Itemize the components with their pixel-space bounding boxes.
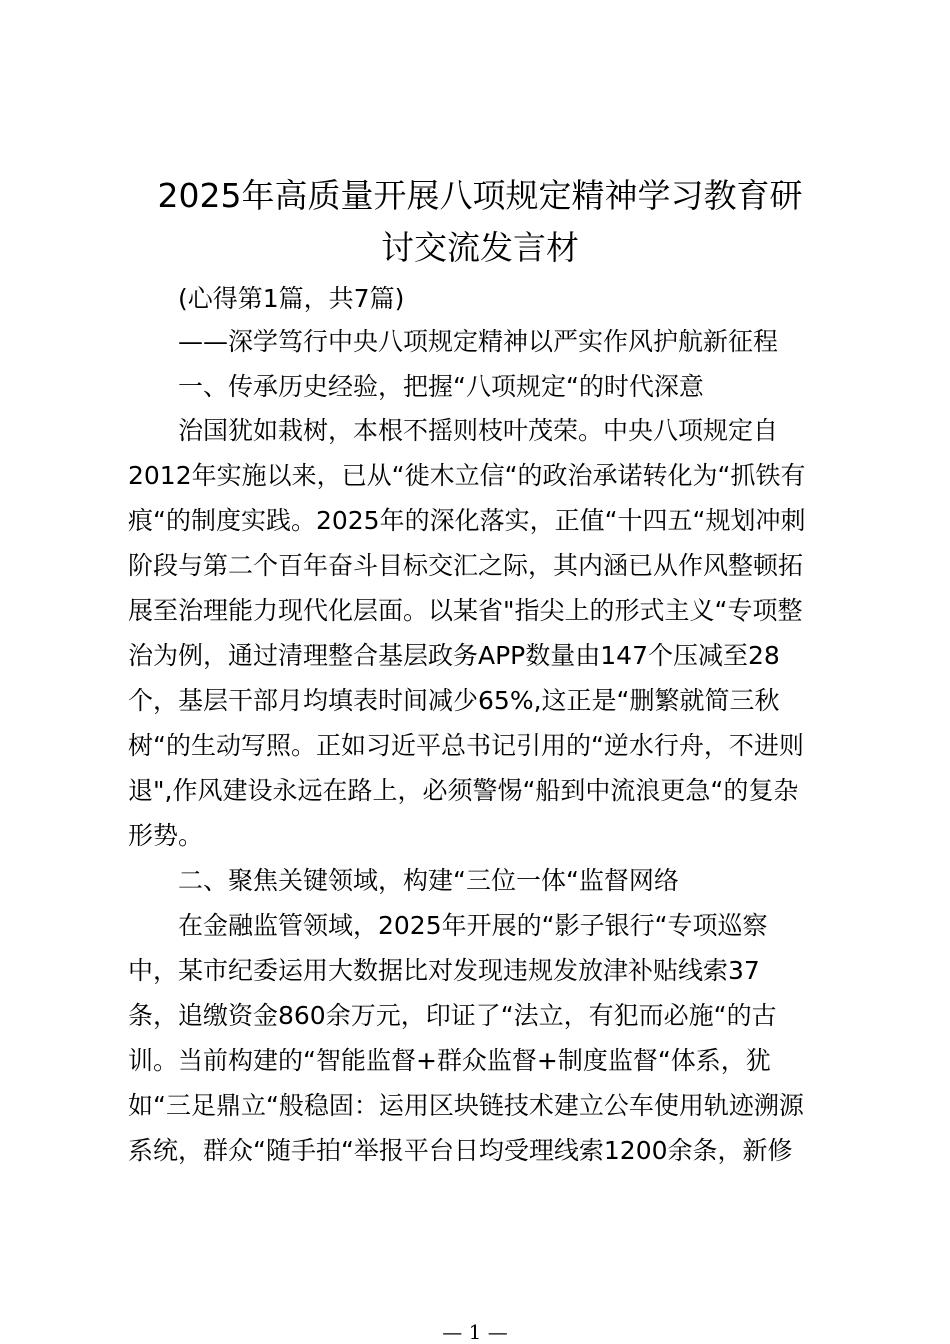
- article-note: (心得第1篇，共7篇): [178, 284, 405, 313]
- section-1-paragraph-line: 治为例，通过清理整合基层政务APP数量由147个压减至28: [128, 641, 780, 670]
- section-1-paragraph-line: 树“的生动写照。正如习近平总书记引用的“逆水行舟，不进则: [128, 731, 804, 760]
- section-2-paragraph-line: 如“三足鼎立“般稳固：运用区块链技术建立公车使用轨迹溯源: [128, 1091, 804, 1120]
- section-1-heading: 一、传承历史经验，把握“八项规定“的时代深意: [178, 372, 704, 401]
- document-title-line-1: 2025年高质量开展八项规定精神学习教育研: [157, 176, 803, 215]
- section-2-paragraph-line: 训。当前构建的“智能监督+群众监督+制度监督“体系，犹: [128, 1046, 771, 1075]
- page-number: — 1 —: [442, 1320, 508, 1344]
- section-1-paragraph-line: 治国犹如栽树，本根不摇则枝叶茂荣。中央八项规定自: [178, 416, 779, 445]
- section-1-paragraph-line: 个，基层干部月均填表时间减少65%,这正是“删繁就简三秋: [128, 686, 780, 715]
- section-1-paragraph-line: 展至治理能力现代化层面。以某省"指尖上的形式主义“专项整: [128, 596, 803, 625]
- section-2-paragraph-line: 条，追缴资金860余万元，印证了“法立，有犯而必施“的古: [128, 1001, 777, 1030]
- section-1-paragraph-line: 痕“的制度实践。2025年的深化落实，正值“十四五“规划冲刺: [128, 506, 806, 535]
- section-1-paragraph-line: 阶段与第二个百年奋斗目标交汇之际，其内涵已从作风整顿拓: [128, 551, 804, 580]
- section-2-paragraph-line: 中，某市纪委运用大数据比对发现违规发放津补贴线索37: [128, 956, 760, 985]
- document-title-line-2: 讨交流发言材: [381, 228, 579, 267]
- section-2-paragraph-line: 系统，群众“随手拍“举报平台日均受理线索1200余条，新修: [128, 1136, 793, 1165]
- section-2-paragraph-line: 在金融监管领域，2025年开展的“影子银行“专项巡察: [178, 911, 768, 940]
- section-2-heading: 二、聚焦关键领域，构建“三位一体“监督网络: [178, 866, 679, 895]
- section-1-paragraph-line: 退",作风建设永远在路上，必须警惕“船到中流浪更急“的复杂: [128, 776, 799, 805]
- section-1-paragraph-line: 2012年实施以来，已从“徙木立信“的政治承诺转化为“抓铁有: [128, 461, 806, 490]
- section-1-paragraph-line: 形势。: [128, 821, 204, 850]
- article-subtitle: ——深学笃行中央八项规定精神以严实作风护航新征程: [178, 327, 779, 356]
